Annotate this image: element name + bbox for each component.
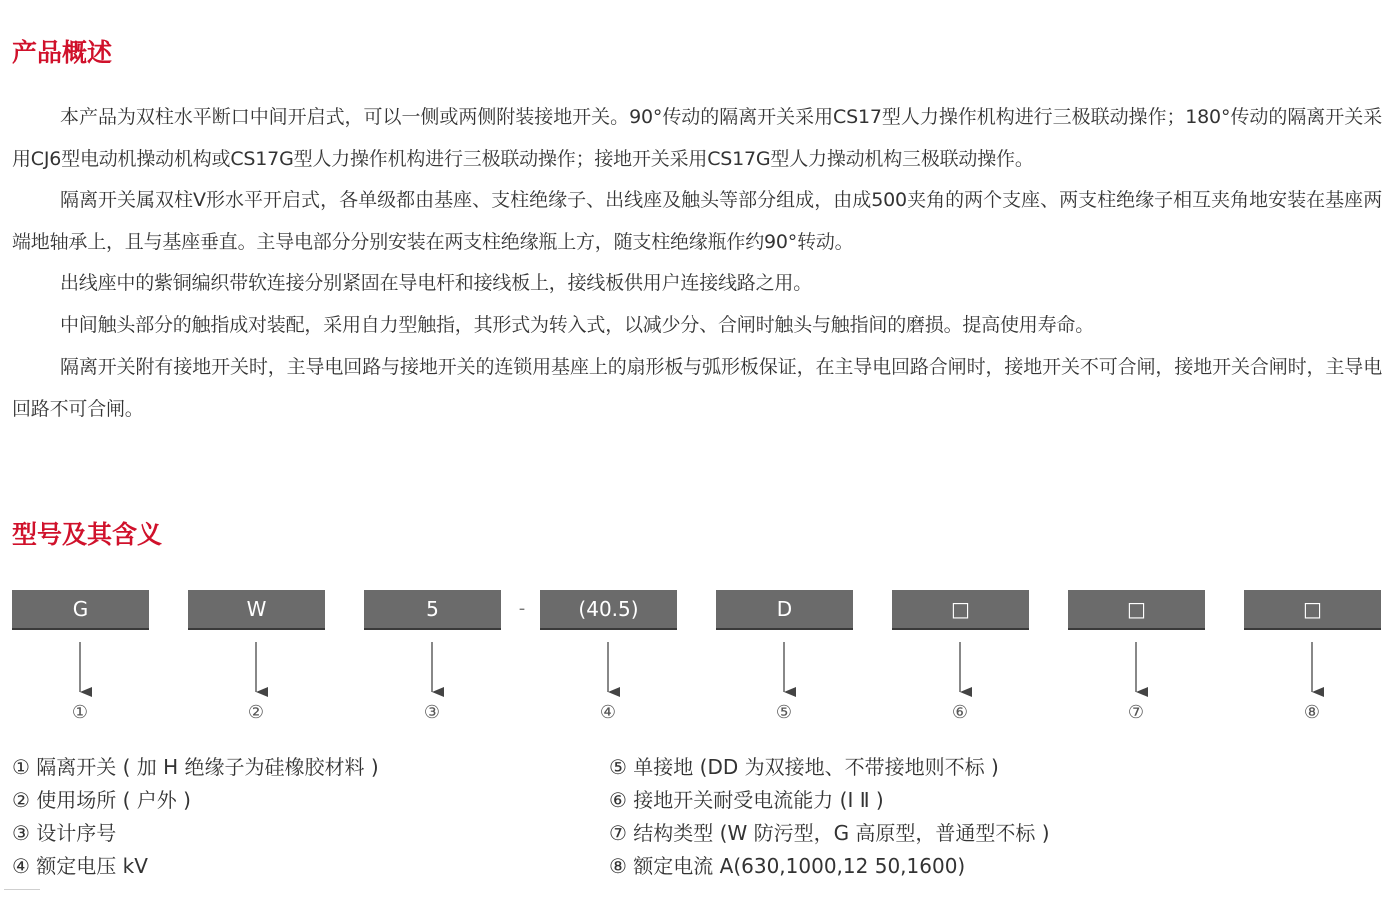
code-number-1: ① <box>71 702 89 723</box>
legend-item-7: ⑦ 结构类型 (W 防污型，G 高原型，普通型不标 ) <box>609 821 1050 845</box>
code-box-2: W <box>188 590 325 628</box>
code-number-7: ⑦ <box>1127 702 1145 723</box>
code-separator: - <box>518 598 526 619</box>
legend-item-1: ① 隔离开关 ( 加 H 绝缘子为硅橡胶材料 ) <box>12 755 379 779</box>
code-box-6: □ <box>892 590 1029 628</box>
code-box-7: □ <box>1068 590 1205 628</box>
legend-list-right <box>609 751 1050 883</box>
code-number-4: ④ <box>599 702 617 723</box>
down-arrows <box>0 640 1396 700</box>
code-box-8: □ <box>1244 590 1381 628</box>
overview-paragraph-1: 本产品为双柱水平断口中间开启式，可以一侧或两侧附装接地开关。90°传动的隔离开关采用CS17型人力操作机构进行三极联动操作；180°传动的隔离开关采用CJ6型电动机操动机构或CS17G型人力操作机构进行三极联动操作；接地开关采用CS17G型人力操动机构三极联动操作。 <box>12 106 1382 170</box>
code-box-1: G <box>12 590 149 628</box>
legend-item-2: ② 使用场所 ( 户外 ) <box>12 788 191 812</box>
code-box-5: D <box>716 590 853 628</box>
legend-item-5: ⑤ 单接地 (DD 为双接地、不带接地则不标 ) <box>609 755 999 779</box>
overview-paragraph-2: 隔离开关属双柱V形水平开启式，各单级都由基座、支柱绝缘子、出线座及触头等部分组成，由成500夹角的两个支座、两支柱绝缘子相互夹角地安装在基座两端地轴承上，且与基座垂直。主导电部分分别安装在两支柱绝缘瓶上方，随支柱绝缘瓶作约90°转动。 <box>12 189 1382 253</box>
section-title-model: 型号及其含义 <box>12 520 163 549</box>
section-title-overview: 产品概述 <box>12 38 113 67</box>
code-number-2: ② <box>247 702 265 723</box>
overview-paragraph-4: 中间触头部分的触指成对装配，采用自力型触指，其形式为转入式，以减少分、合闸时触头与触指间的磨损。提高使用寿命。 <box>60 314 1095 336</box>
legend-item-3: ③ 设计序号 <box>12 821 117 845</box>
legend-item-6: ⑥ 接地开关耐受电流能力 (Ⅰ Ⅱ ) <box>609 788 884 812</box>
code-box-3: 5 <box>364 590 501 628</box>
legend-item-4: ④ 额定电压 kV <box>12 854 148 878</box>
legend-list-left <box>12 751 379 883</box>
overview-paragraph-3: 出线座中的紫铜编织带软连接分别紧固在导电杆和接线板上，接线板供用户连接线路之用。 <box>60 272 813 294</box>
overview-paragraph-5: 隔离开关附有接地开关时，主导电回路与接地开关的连锁用基座上的扇形板与弧形板保证，在主导电回路合闸时，接地开关不可合闸，接地开关合闸时，主导电回路不可合闸。 <box>12 356 1382 420</box>
footer-divider <box>4 889 40 890</box>
legend-item-8: ⑧ 额定电流 A(630,1000,12 50,1600) <box>609 854 966 878</box>
code-number-6: ⑥ <box>951 702 969 723</box>
code-number-3: ③ <box>423 702 441 723</box>
code-number-5: ⑤ <box>775 702 793 723</box>
code-box-4: (40.5) <box>540 590 677 628</box>
code-number-8: ⑧ <box>1303 702 1321 723</box>
